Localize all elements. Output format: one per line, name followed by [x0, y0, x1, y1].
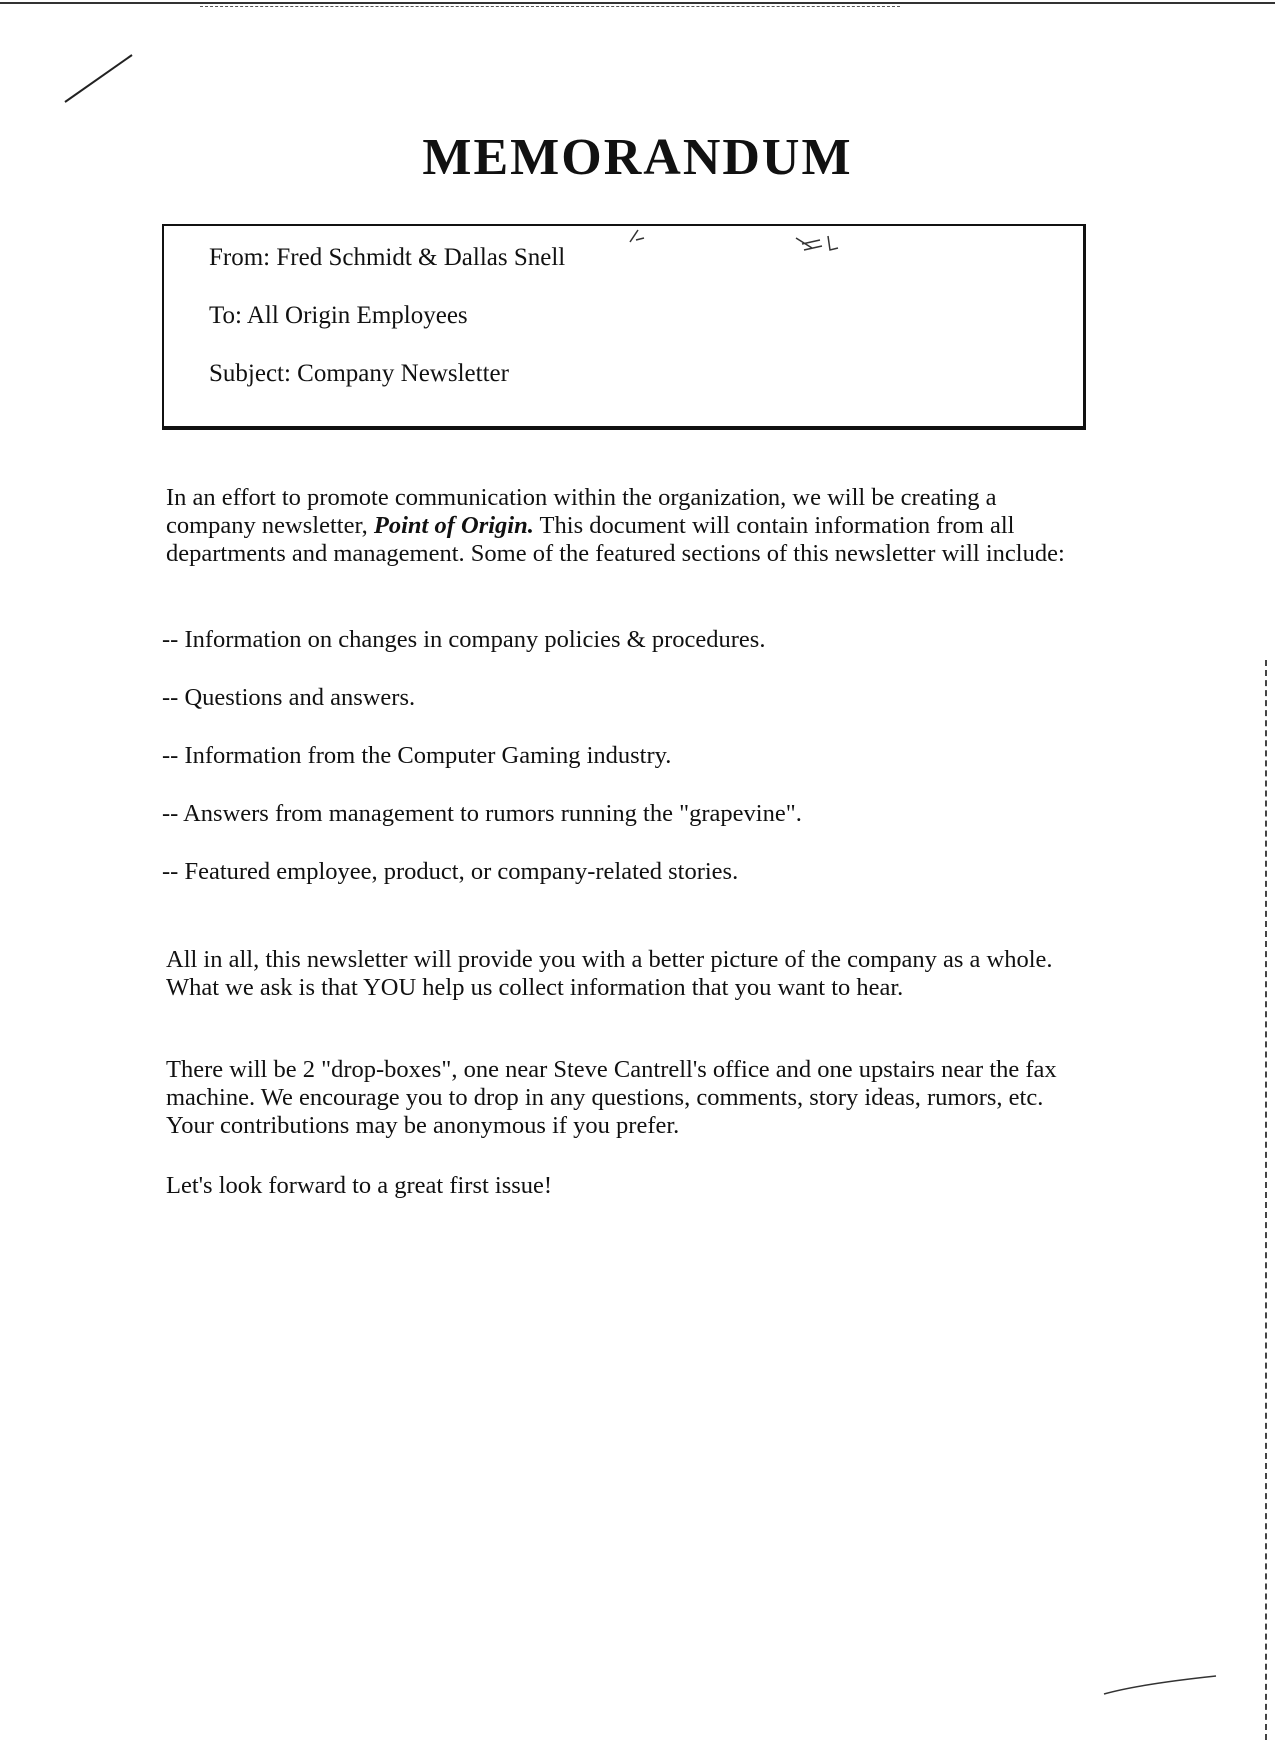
list-item: -- Information on changes in company policies & procedures.: [162, 626, 766, 653]
list-item: -- Featured employee, product, or company-related stories.: [162, 858, 739, 885]
scan-edge-line: [200, 6, 900, 7]
closing-line: Let's look forward to a great first issue!: [166, 1172, 553, 1199]
memo-header-box: [162, 224, 1086, 430]
subject-line: Subject: Company Newsletter: [209, 360, 509, 387]
intro-paragraph: [166, 484, 1066, 568]
intro-text: In an effort to promote communication within the organization, we will be creating a company newsletter,: [166, 484, 997, 539]
memo-title: MEMORANDUM: [422, 129, 853, 186]
list-item: -- Questions and answers.: [162, 684, 416, 711]
pen-mark-icon: [1100, 1670, 1220, 1700]
intro-text-cont: This document will contain information from all departments and management. Some of the featured sections of this newsletter will include:: [166, 512, 1065, 567]
summary-paragraph: All in all, this newsletter will provide you with a better picture of the company as a whole. What we ask is that YOU help us collect information that you want to hear.: [166, 946, 1053, 1001]
scan-edge-line: [0, 2, 1275, 4]
from-line: From: Fred Schmidt & Dallas Snell: [209, 244, 566, 271]
initials-mark-icon: [792, 230, 842, 256]
drop-box-paragraph: There will be 2 "drop-boxes", one near Steve Cantrell's office and one upstairs near the fax machine. We encourage you to drop in any questions, comments, story ideas, rumors, etc. Your contributions may be anonymous if you prefer.: [166, 1056, 1057, 1139]
list-item: -- Answers from management to rumors running the "grapevine".: [162, 800, 802, 827]
pen-mark-icon: [60, 50, 140, 110]
featured-sections-list: [162, 626, 802, 916]
scan-edge-line: [1265, 660, 1267, 1740]
initials-mark-icon: [624, 226, 654, 246]
to-line: To: All Origin Employees: [209, 302, 468, 329]
newsletter-name: Point of Origin.: [373, 512, 534, 539]
list-item: -- Information from the Computer Gaming industry.: [162, 742, 672, 769]
